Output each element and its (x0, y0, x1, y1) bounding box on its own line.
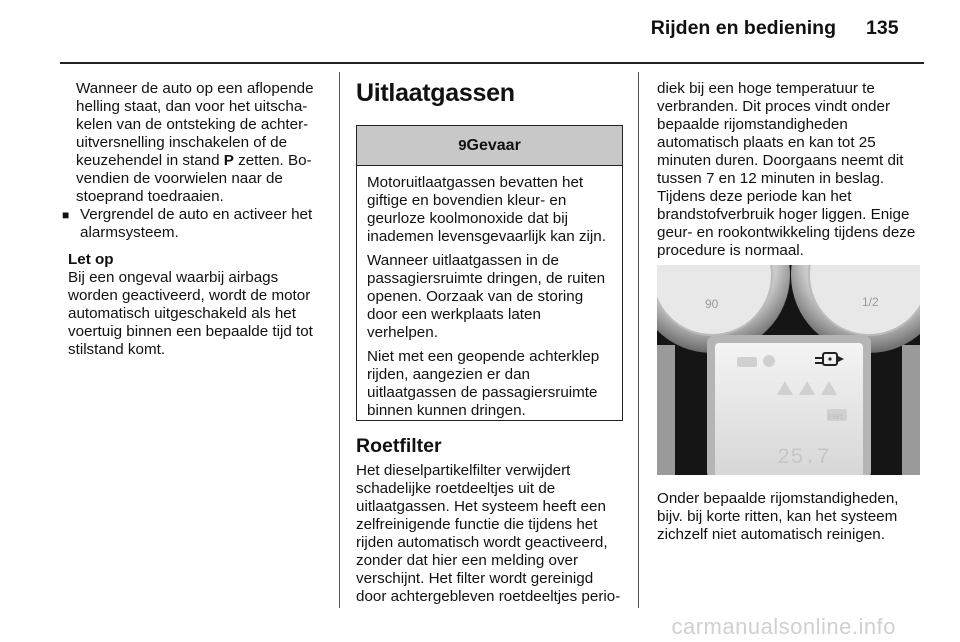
right-gauge-label: 1/2 (862, 295, 879, 309)
parking-para-part1: Wanneer de auto op een aflopende helling staat, dan voor het uitscha-kelen van de ontsteking de achter-uitversnelling inschakelen of de keuzehendel in stand (76, 80, 314, 169)
warning-body (357, 166, 622, 432)
watermark: carmanualsonline.info (671, 614, 896, 639)
soot-filter-para (356, 462, 626, 606)
warning-text-2: Wanneer uitlaatgassen in de passagiersruimte dringen, de ruiten openen. Oorzaak van de storing door een werkplaats laten verhelpen. (367, 252, 606, 341)
subsection-heading: Roetfilter (356, 435, 442, 457)
left-column-note (68, 251, 326, 359)
section-title (356, 78, 515, 108)
warning-title: Gevaar (466, 136, 521, 154)
note-text: Bij een ongeval waarbij airbags worden geactiveerd, wordt de motor automatisch uitgeschakeld als het voertuig binnen een bepaalde tijd tot stilstand komt. (68, 269, 313, 358)
limitation-text: Onder bepaalde rijomstandigheden, bijv. bij korte ritten, kan het systeem zichzelf niet automatisch reinigen. (657, 490, 899, 543)
left-column-intro: Wanneer de auto op een aflopende helling staat, dan voor het uitscha-kelen van de ontsteking de achter-uitversnelling inschakelen of de keuzehendel in stand P zetten. Bo-vendien de voorwielen naar de stoeprand toedraaien. (76, 80, 314, 205)
page-number: 135 (866, 17, 899, 39)
section-title-heading: Uitlaatgassen (356, 79, 515, 107)
column-divider-right (638, 72, 639, 608)
left-column-bullet (62, 206, 326, 242)
dashboard-photo (657, 265, 920, 475)
display-reading: 25.7 (777, 445, 830, 470)
warning-box (356, 125, 623, 421)
warning-header (357, 126, 622, 166)
regeneration-para (657, 80, 923, 260)
bullet-square: ■ (62, 208, 70, 222)
regeneration-text: diek bij een hoge temperatuur te verbranden. Dit proces vindt onder bepaalde rijomstandigheden automatisch plaats en kan tot 25 minuten duren. Doorgaans neemt dit tussen 7 en 12 minuten in beslag. Tijdens deze periode kan het brandstofverbruik hoger liggen. Enige geur- en rookontwikkeling tijdens deze procedure is normaal. (657, 80, 916, 259)
warning-text-1: Motoruitlaatgassen bevatten het giftige en bovendien kleur- en geurloze koolmonoxide dat bij inademen levensgevaarlijk kan zijn. (367, 174, 606, 245)
note-label: Let op (68, 251, 114, 268)
subsection-title (356, 434, 442, 458)
warning-triangle-icon: 9 (458, 136, 467, 154)
soot-filter-text: Het dieselpartikelfilter verwijdert schadelijke roetdeeltjes uit de uitlaatgassen. Het systeem heeft een zelfreinigende functie die tijdens het rijden automatisch wordt geactiveerd, zonder dat hier een melding over verschijnt. Het filter wordt gereinigd door achtergebleven roetdeeltjes perio- (356, 462, 621, 605)
limitation-para (657, 490, 923, 544)
bullet-text: Vergrendel de auto en activeer het alarmsysteem. (80, 206, 313, 241)
left-gauge-label: 90 (705, 297, 719, 311)
header-title: Rijden en bediening (650, 17, 836, 39)
warning-text-3: Niet met een geopende achterklep rijden, aangezien er dan uitlaatgassen de passagiersruimte binnen kunnen dringen. (367, 348, 600, 419)
header-rule (60, 62, 924, 64)
column-divider-left (339, 72, 340, 608)
display-small-code: 3301 (827, 414, 844, 422)
list-item (62, 206, 326, 242)
dashboard-illustration (657, 265, 920, 475)
